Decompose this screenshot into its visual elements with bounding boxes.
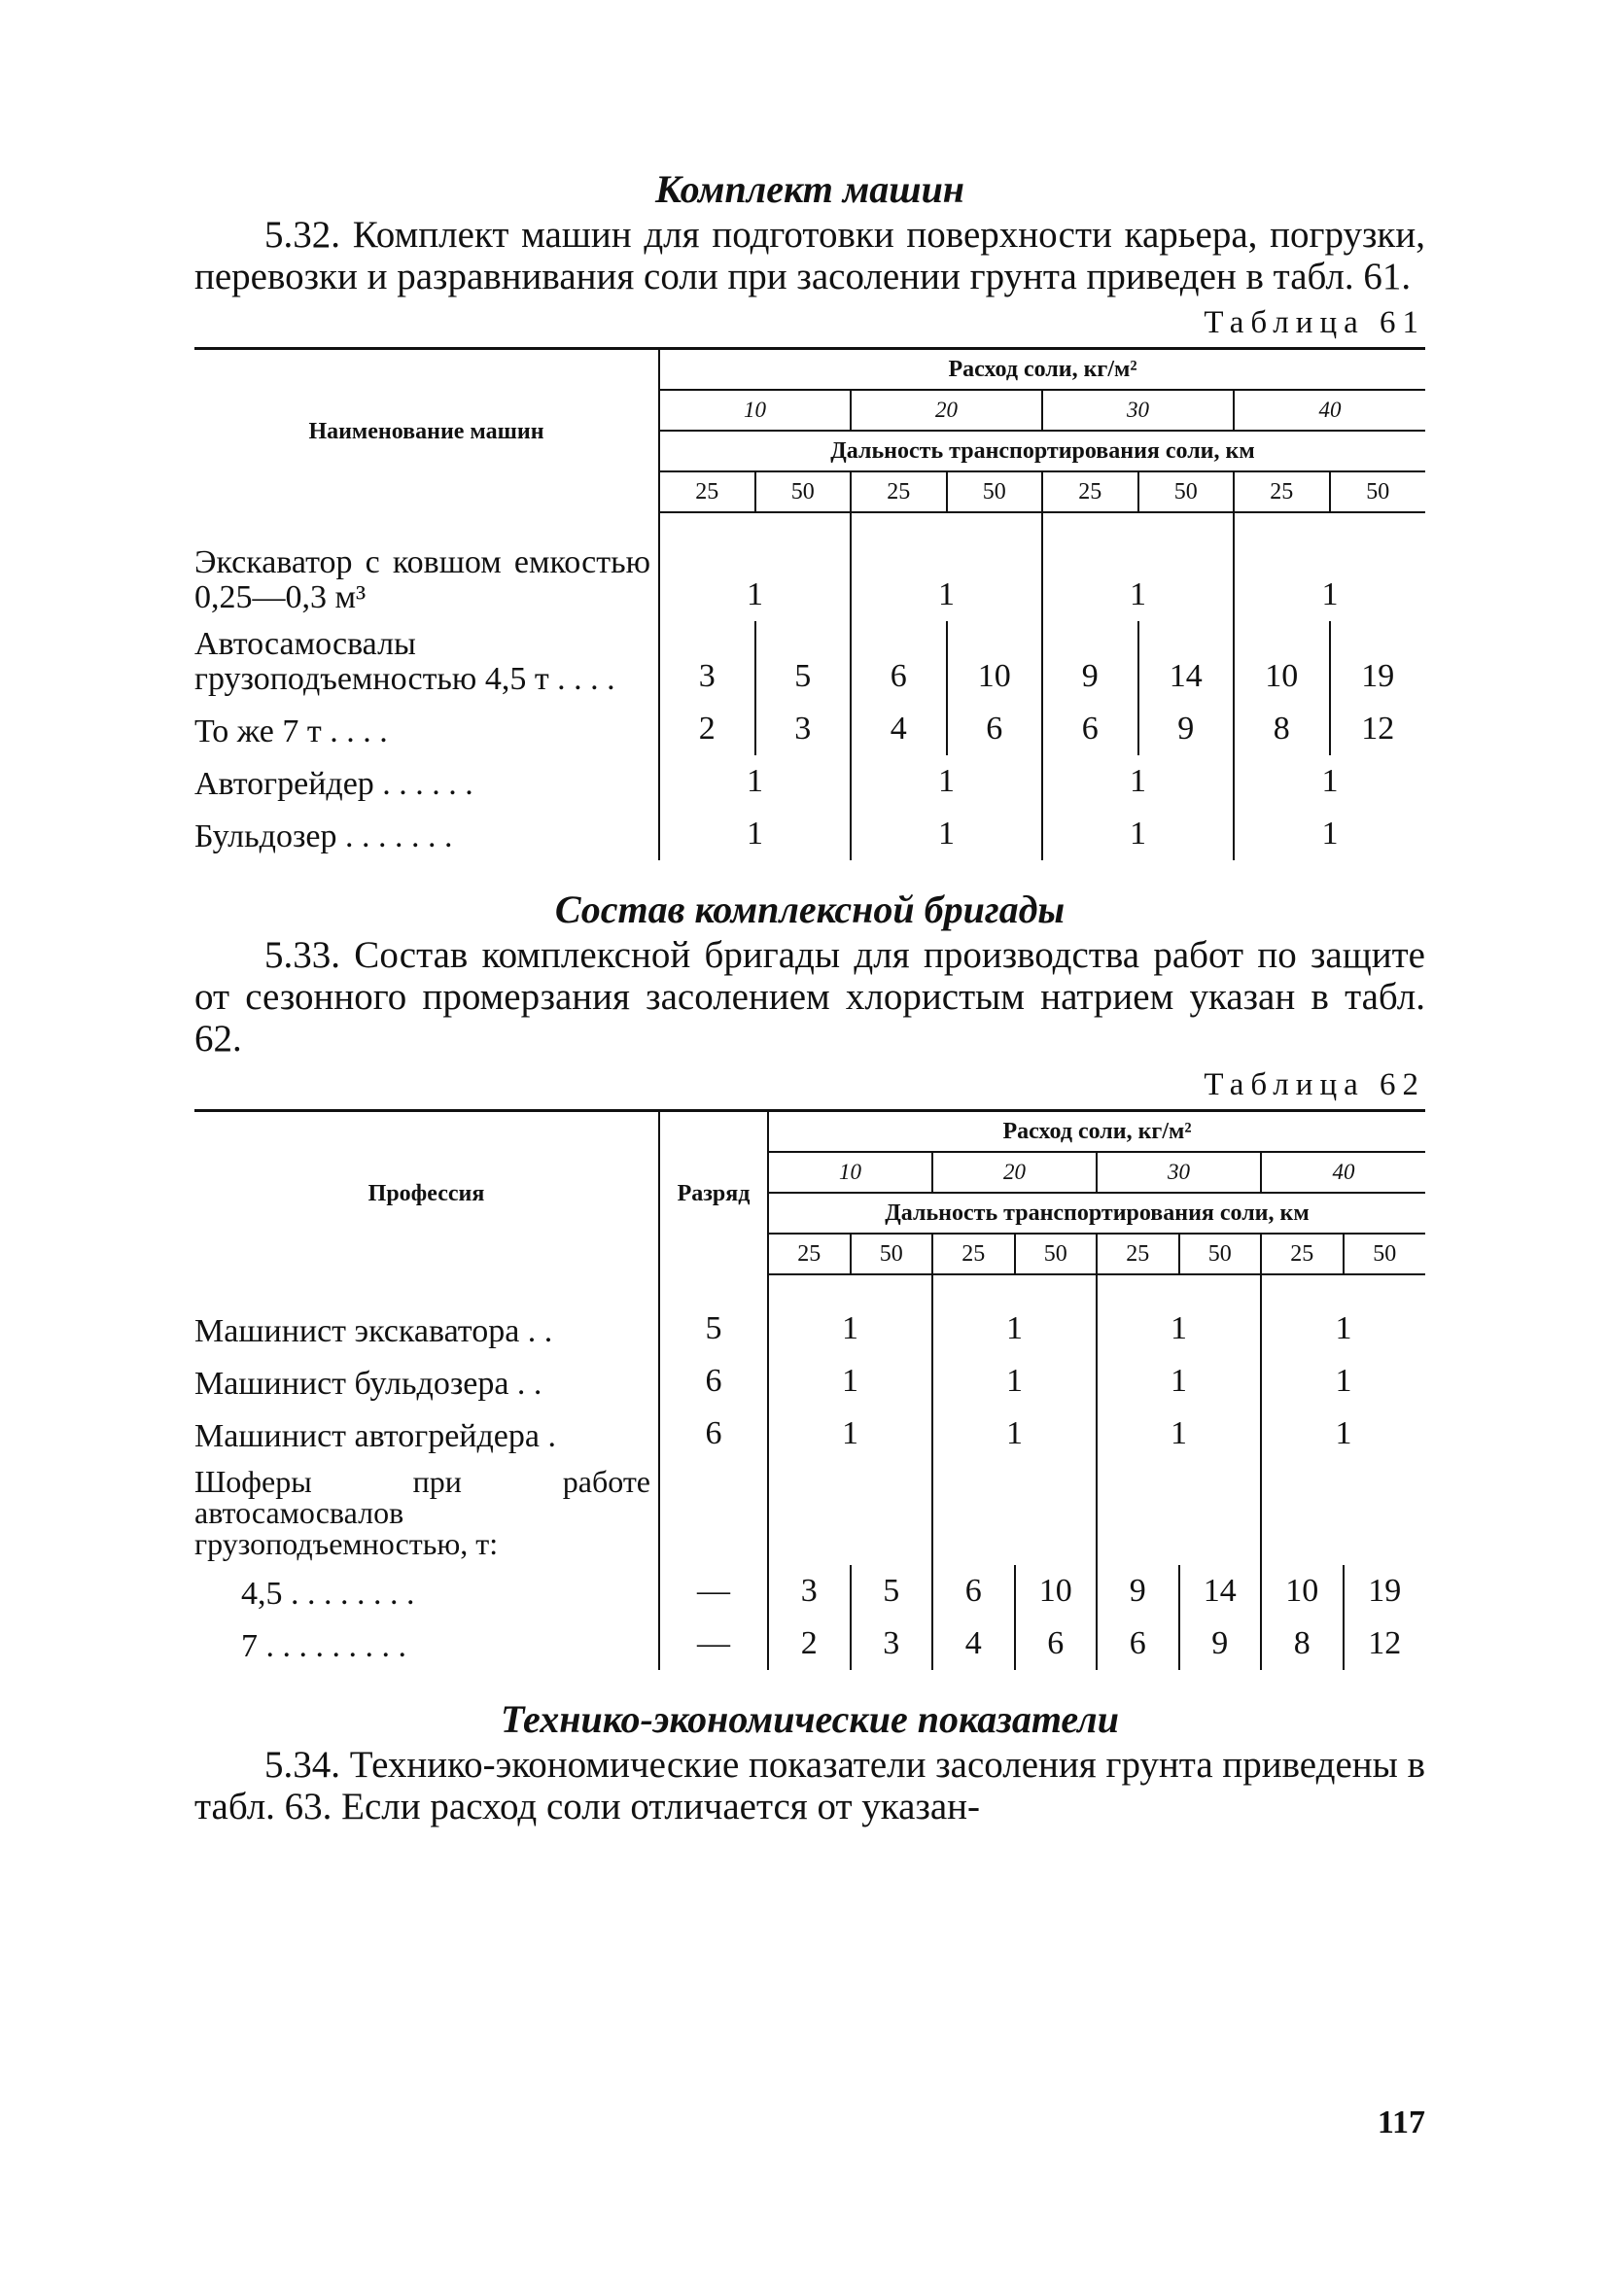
- cell: 3: [755, 703, 852, 755]
- cell: 1: [1097, 1274, 1261, 1355]
- cell: 1: [1042, 512, 1234, 621]
- table-row: [194, 1565, 1425, 1618]
- paragraph-5-32: 5.32. Комплект машин для подготовки поверхности карьера, погрузки, перевозки и разравнивания соли при засолении грунта приведен в табл. 61.: [194, 214, 1425, 297]
- cell: 2: [768, 1618, 851, 1670]
- row-label: Экскаватор с ковшом емкостью 0,25—0,3 м³: [194, 544, 650, 615]
- cell: 1: [1234, 808, 1425, 860]
- table-row: [194, 1355, 1425, 1408]
- cell: 19: [1344, 1565, 1426, 1618]
- section-heading-indicators: Технико-экономические показатели: [501, 1697, 1119, 1741]
- distance-cell: 50: [1138, 471, 1235, 512]
- table-row: [194, 621, 1425, 703]
- cell: 8: [1261, 1618, 1344, 1670]
- cell: 1: [1042, 808, 1234, 860]
- document-page: [194, 165, 1425, 1827]
- distance-header: Дальность транспортирования соли, км: [768, 1193, 1425, 1234]
- cell: 1: [659, 808, 851, 860]
- distance-cell: 25: [1097, 1234, 1179, 1274]
- cell: 10: [1015, 1565, 1098, 1618]
- cell: 12: [1344, 1618, 1426, 1670]
- cell: 1: [932, 1355, 1097, 1408]
- col-header-machine-name: Наименование машин: [194, 349, 659, 513]
- cell: 1: [1261, 1408, 1425, 1460]
- section-heading-machine-set: Комплект машин: [654, 167, 965, 211]
- cell: 1: [768, 1355, 932, 1408]
- grade-cell: 6: [659, 1408, 768, 1460]
- distance-cell: 50: [1179, 1234, 1262, 1274]
- cell: 1: [932, 1408, 1097, 1460]
- paragraph-5-34: 5.34. Технико-экономические показатели засоления грунта приведены в табл. 63. Если расход соли отличается от указан-: [194, 1744, 1425, 1827]
- row-label: Машинист бульдозера . .: [194, 1366, 542, 1402]
- rate-header: 30: [1097, 1152, 1261, 1193]
- distance-cell: 50: [947, 471, 1043, 512]
- cell: 9: [1179, 1618, 1262, 1670]
- row-label: Шоферы при работе автосамосвалов грузоподъемностью, т:: [194, 1464, 650, 1561]
- salt-consumption-header: Расход соли, кг/м²: [768, 1111, 1425, 1153]
- table-62: [194, 1109, 1425, 1670]
- cell: 6: [932, 1565, 1015, 1618]
- cell: 9: [1097, 1565, 1179, 1618]
- distance-cell: 25: [1042, 471, 1138, 512]
- rate-header: 40: [1234, 390, 1425, 431]
- distance-cell: 50: [1015, 1234, 1098, 1274]
- cell: 9: [1042, 621, 1138, 703]
- cell: 1: [659, 755, 851, 808]
- table-row: [194, 755, 1425, 808]
- cell: 8: [1234, 703, 1330, 755]
- grade-cell: 6: [659, 1355, 768, 1408]
- table-row: [194, 808, 1425, 860]
- cell: 3: [851, 1618, 933, 1670]
- grade-cell: [659, 1460, 768, 1565]
- distance-cell: 25: [768, 1234, 851, 1274]
- distance-cell: 50: [851, 1234, 933, 1274]
- rate-header: 20: [932, 1152, 1097, 1193]
- page-number: 117: [1377, 2105, 1425, 2140]
- cell: 14: [1138, 621, 1235, 703]
- cell: 1: [768, 1274, 932, 1355]
- cell: 1: [1261, 1355, 1425, 1408]
- grade-cell: —: [659, 1565, 768, 1618]
- rate-header: 30: [1042, 390, 1234, 431]
- distance-cell: 25: [1234, 471, 1330, 512]
- distance-cell: 50: [1344, 1234, 1426, 1274]
- distance-cell: 25: [851, 471, 947, 512]
- cell: 5: [851, 1565, 933, 1618]
- cell: 1: [768, 1408, 932, 1460]
- rate-header: 10: [659, 390, 851, 431]
- rate-header: 20: [851, 390, 1042, 431]
- table-row: [194, 1618, 1425, 1670]
- cell: 1: [851, 808, 1042, 860]
- cell: 6: [1042, 703, 1138, 755]
- grade-cell: 5: [659, 1274, 768, 1355]
- cell: 6: [1097, 1618, 1179, 1670]
- distance-header: Дальность транспортирования соли, км: [659, 431, 1425, 471]
- row-label: Автосамосвалы грузоподъемностью 4,5 т . . . .: [194, 626, 615, 697]
- cell: 9: [1138, 703, 1235, 755]
- row-label: Машинист экскаватора . .: [194, 1313, 553, 1349]
- table-row: [194, 1460, 1425, 1565]
- cell: 12: [1330, 703, 1426, 755]
- rate-header: 10: [768, 1152, 932, 1193]
- cell: 2: [659, 703, 755, 755]
- cell: 3: [768, 1565, 851, 1618]
- distance-cell: 25: [1261, 1234, 1344, 1274]
- cell: 14: [1179, 1565, 1262, 1618]
- cell: 1: [659, 512, 851, 621]
- cell: 1: [1234, 755, 1425, 808]
- table-61: [194, 347, 1425, 860]
- table-62-caption: Таблица 62: [1204, 1067, 1425, 1102]
- distance-cell: 50: [755, 471, 852, 512]
- cell: 10: [1234, 621, 1330, 703]
- cell: [1097, 1460, 1261, 1565]
- cell: 4: [851, 703, 947, 755]
- row-label: Бульдозер . . . . . . .: [194, 818, 453, 854]
- distance-cell: 25: [932, 1234, 1015, 1274]
- cell: 1: [1042, 755, 1234, 808]
- table-row: [194, 703, 1425, 755]
- table-61-caption: Таблица 61: [1204, 305, 1425, 340]
- cell: 1: [932, 1274, 1097, 1355]
- cell: [1261, 1460, 1425, 1565]
- cell: 6: [851, 621, 947, 703]
- cell: 1: [1097, 1408, 1261, 1460]
- paragraph-5-33: 5.33. Состав комплексной бригады для производства работ по защите от сезонного промерзания засолением хлористым натрием указан в табл. 62.: [194, 934, 1425, 1060]
- cell: 6: [947, 703, 1043, 755]
- grade-cell: —: [659, 1618, 768, 1670]
- distance-cell: 25: [659, 471, 755, 512]
- cell: 4: [932, 1618, 1015, 1670]
- table-row: [194, 1408, 1425, 1460]
- cell: 6: [1015, 1618, 1098, 1670]
- cell: 1: [1097, 1355, 1261, 1408]
- distance-cell: 50: [1330, 471, 1426, 512]
- cell: 5: [755, 621, 852, 703]
- row-label: Автогрейдер . . . . . .: [194, 766, 473, 802]
- cell: 1: [851, 755, 1042, 808]
- rate-header: 40: [1261, 1152, 1425, 1193]
- cell: 3: [659, 621, 755, 703]
- cell: 1: [1261, 1274, 1425, 1355]
- row-label: Машинист автогрейдера .: [194, 1418, 556, 1454]
- salt-consumption-header: Расход соли, кг/м²: [659, 349, 1425, 391]
- table-row: [194, 512, 1425, 621]
- cell: [768, 1460, 932, 1565]
- col-header-grade: Разряд: [659, 1111, 768, 1275]
- section-heading-brigade: Состав комплексной бригады: [554, 887, 1066, 931]
- row-label: 4,5 . . . . . . . .: [241, 1576, 415, 1612]
- cell: 19: [1330, 621, 1426, 703]
- cell: 1: [851, 512, 1042, 621]
- col-header-profession: Профессия: [194, 1111, 659, 1275]
- cell: 1: [1234, 512, 1425, 621]
- cell: 10: [1261, 1565, 1344, 1618]
- table-row: [194, 1274, 1425, 1355]
- cell: [932, 1460, 1097, 1565]
- cell: 10: [947, 621, 1043, 703]
- row-label: 7 . . . . . . . . .: [241, 1628, 406, 1664]
- row-label: То же 7 т . . . .: [194, 713, 388, 749]
